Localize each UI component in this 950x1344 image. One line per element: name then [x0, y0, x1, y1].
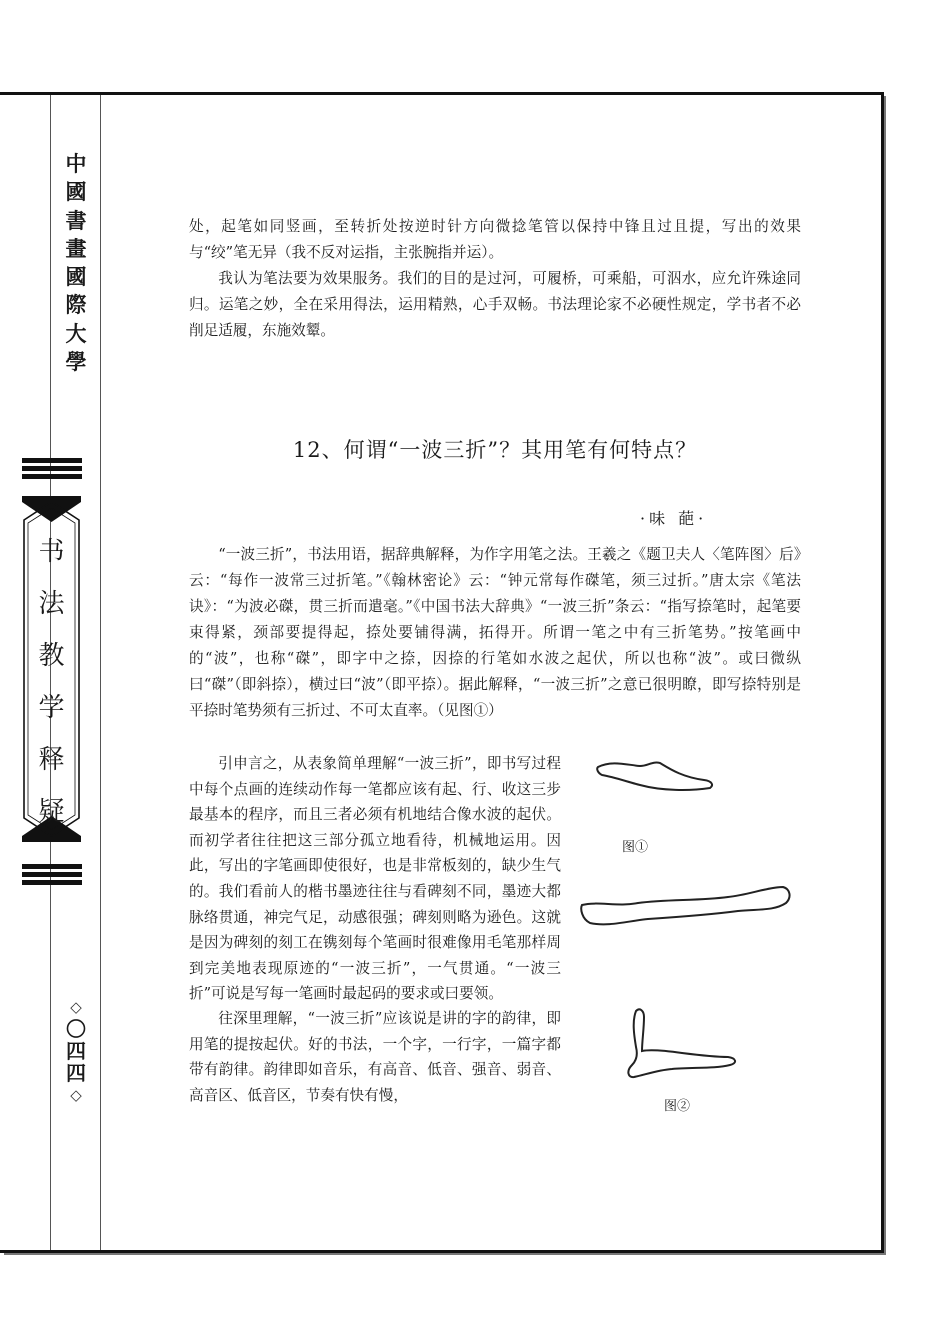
book-title-char: 释 [38, 745, 65, 775]
book-title-char: 法 [38, 589, 65, 619]
decorative-bars-bottom [22, 864, 82, 885]
university-char: 中 [65, 151, 87, 176]
page-frame-shadow-right [884, 96, 886, 1255]
university-char: 書 [65, 207, 87, 233]
book-title-char: 疑 [38, 797, 65, 827]
book-title-char: 学 [38, 693, 65, 723]
university-char: 際 [65, 292, 87, 318]
page-number-char: 四 [66, 1039, 86, 1063]
university-char: 大 [65, 320, 87, 346]
brush-stroke-figure-2-upper [578, 883, 793, 933]
page-number [62, 996, 90, 1106]
page-frame-shadow-bottom [4, 1253, 886, 1255]
continued-paragraph: 处，起笔如同竖画，至转折处按逆时针方向微捻笔管以保持中锋且过且提，写出的效果与“绞”笔无异（我不反对运指，主张腕指并运）。 [189, 218, 801, 261]
page-frame-top [0, 92, 884, 95]
sidebar-rule-right [100, 95, 101, 1250]
paragraph: 我认为笔法要为效果服务。我们的目的是过河，可履桥，可乘船，可泅水，应允许殊途同归。运笔之妙，全在采用得法，运用精熟，心手双畅。书法理论家不必硬性规定，学书者不必削足适履，东施效颦。 [189, 270, 801, 339]
university-char: 學 [65, 349, 87, 375]
diamond-icon: ◇ [70, 1086, 82, 1104]
brush-stroke-figure-1 [592, 755, 722, 805]
book-title-char: 教 [38, 641, 65, 671]
paragraph: “一波三折”，书法用语，据辞典解释，为作字用笔之法。王羲之《题卫夫人〈笔阵图〉后》云：“每作一波常三过折笔。”《翰林密论》云：“钟元常每作磔笔，须三过折。”唐太宗《笔法诀》：“为波必磔，贯三折而遣毫。”《中国书法大辞典》“一波三折”条云：“指写捺笔时，起笔要束得紧，颈部要提得起，捺处要铺得满，拓得开。所谓一笔之中有三折笔势。”按笔画中的“波”，也称“磔”，即字中之捺，因捺的行笔如水波之起伏，所以也称“波”。或曰微纵曰“磔”（即斜捺），横过曰“波”（即平捺）。据此解释，“一波三折”之意已很明瞭，即写捺特别是平捺时笔势须有三折过、不可太直率。（见图①） [189, 546, 801, 719]
figure-1-caption: 图① [622, 840, 649, 855]
university-char: 國 [65, 264, 87, 290]
book-title-char: 书 [38, 537, 65, 567]
section-heading: 12、何谓“一波三折”？其用笔有何特点？ [292, 438, 698, 462]
book-title-label [22, 496, 81, 842]
figure-2-caption: 图② [664, 1099, 691, 1114]
author-name: ·味 葩· [640, 509, 708, 528]
page-number-char: 〇 [66, 1017, 86, 1041]
brush-stroke-figure-2-lower [618, 1005, 748, 1085]
university-char: 畫 [65, 235, 87, 261]
diamond-icon: ◇ [70, 998, 82, 1016]
paragraph: 往深里理解，“一波三折”应该说是讲的字的韵律，即用笔的提按起伏。好的书法，一个字，一行字，一篇字都带有韵律。韵律即如音乐，有高音、低音、强音、弱音、高音区、低音区，节奏有快有慢， [189, 1010, 561, 1104]
page-number-char: 四 [66, 1061, 86, 1085]
university-char: 國 [65, 179, 87, 205]
paragraph: 引申言之，从表象简单理解“一波三折”，即书写过程中每个点画的连续动作每一笔都应该有起、行、收这三步最基本的程序，而且三者必须有机地结合像水波的起伏。而初学者往往把这三部分孤立地看待，机械地运用。因此，写出的字笔画即使很好，也是非常板刻的，缺少生气的。我们看前人的楷书墨迹往往与看碑刻不同，墨迹大都脉络贯通，神完气足，动感很强；碑刻则略为逊色。这就是因为碑刻的刻工在镌刻每个笔画时很难像用毛笔那样周到完美地表现原迹的“一波三折”，一气贯通。“一波三折”可说是写每一笔画时最起码的要求或曰要领。 [189, 755, 561, 1003]
university-name [62, 150, 90, 376]
book-title-text [22, 526, 81, 838]
decorative-bars-top [22, 458, 82, 479]
